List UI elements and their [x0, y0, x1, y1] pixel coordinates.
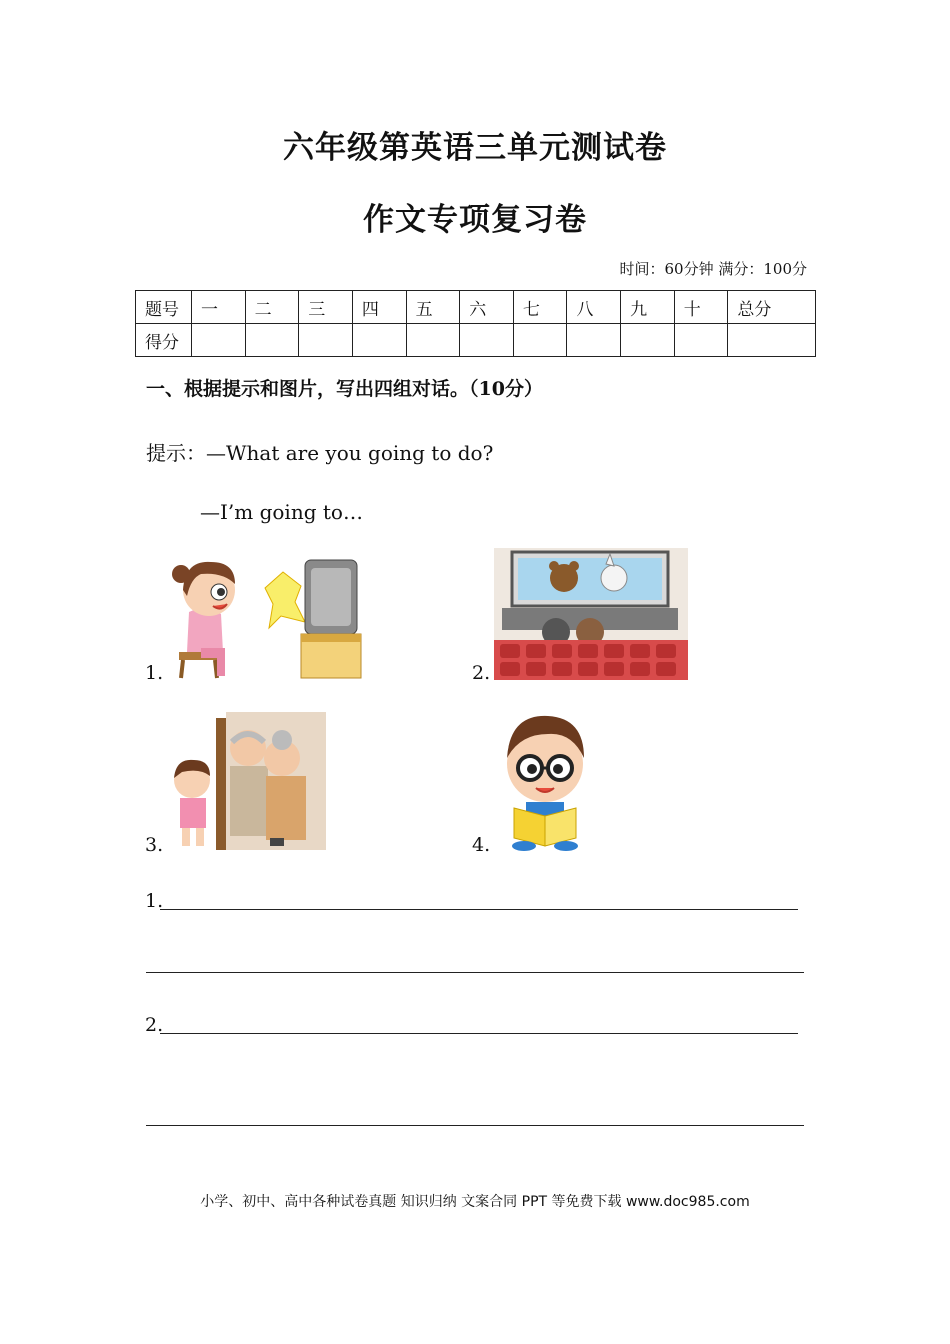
- score-input-cell[interactable]: [245, 324, 299, 357]
- cinema-audience-icon: [494, 548, 688, 680]
- table-cell: 题号: [136, 291, 192, 324]
- picture-number: 2.: [472, 662, 491, 684]
- section-heading: 一、根据提示和图片，写出四组对话。（10分）: [146, 378, 543, 400]
- answer-label: 2.: [145, 1014, 164, 1036]
- score-input-cell[interactable]: [460, 324, 514, 357]
- table-row: [136, 324, 816, 357]
- table-cell: 一: [192, 291, 246, 324]
- time-info: 时间：60分钟 满分：100分: [619, 260, 807, 278]
- hint-question: 提示：—What are you going to do?: [146, 441, 494, 465]
- table-cell: 七: [513, 291, 567, 324]
- score-input-cell[interactable]: [299, 324, 353, 357]
- footer-text: 小学、初中、高中各种试卷真题 知识归纳 文案合同 PPT 等免费下载 www.doc985.com: [200, 1194, 750, 1210]
- score-input-cell[interactable]: [192, 324, 246, 357]
- girl-watching-tv-icon: [165, 552, 365, 680]
- answer-line[interactable]: [146, 971, 804, 973]
- answer-line[interactable]: [146, 1124, 804, 1126]
- answer-line[interactable]: [160, 908, 798, 910]
- hint-answer: —I’m going to…: [200, 500, 363, 524]
- boy-reading-book-icon: [496, 712, 594, 852]
- table-row: [136, 291, 816, 324]
- table-cell: 十: [674, 291, 728, 324]
- score-input-cell[interactable]: [406, 324, 460, 357]
- table-cell: 二: [245, 291, 299, 324]
- score-input-cell[interactable]: [513, 324, 567, 357]
- table-cell: 总分: [728, 291, 816, 324]
- picture-number: 4.: [472, 834, 491, 856]
- score-input-cell[interactable]: [728, 324, 816, 357]
- score-table: [135, 290, 816, 357]
- score-input-cell[interactable]: [674, 324, 728, 357]
- score-input-cell[interactable]: [352, 324, 406, 357]
- score-input-cell[interactable]: [621, 324, 675, 357]
- answer-line[interactable]: [160, 1032, 798, 1034]
- picture-number: 3.: [145, 834, 164, 856]
- girl-visiting-grandparents-icon: [166, 712, 326, 850]
- table-cell: 三: [299, 291, 353, 324]
- score-input-cell[interactable]: [567, 324, 621, 357]
- table-cell: 五: [406, 291, 460, 324]
- table-cell: 八: [567, 291, 621, 324]
- table-cell: 六: [460, 291, 514, 324]
- table-cell: 四: [352, 291, 406, 324]
- table-cell: 得分: [136, 324, 192, 357]
- answer-label: 1.: [145, 890, 164, 912]
- picture-number: 1.: [145, 662, 164, 684]
- page-subtitle: 作文专项复习卷: [363, 202, 587, 238]
- table-cell: 九: [621, 291, 675, 324]
- page-title: 六年级第英语三单元测试卷: [283, 130, 667, 166]
